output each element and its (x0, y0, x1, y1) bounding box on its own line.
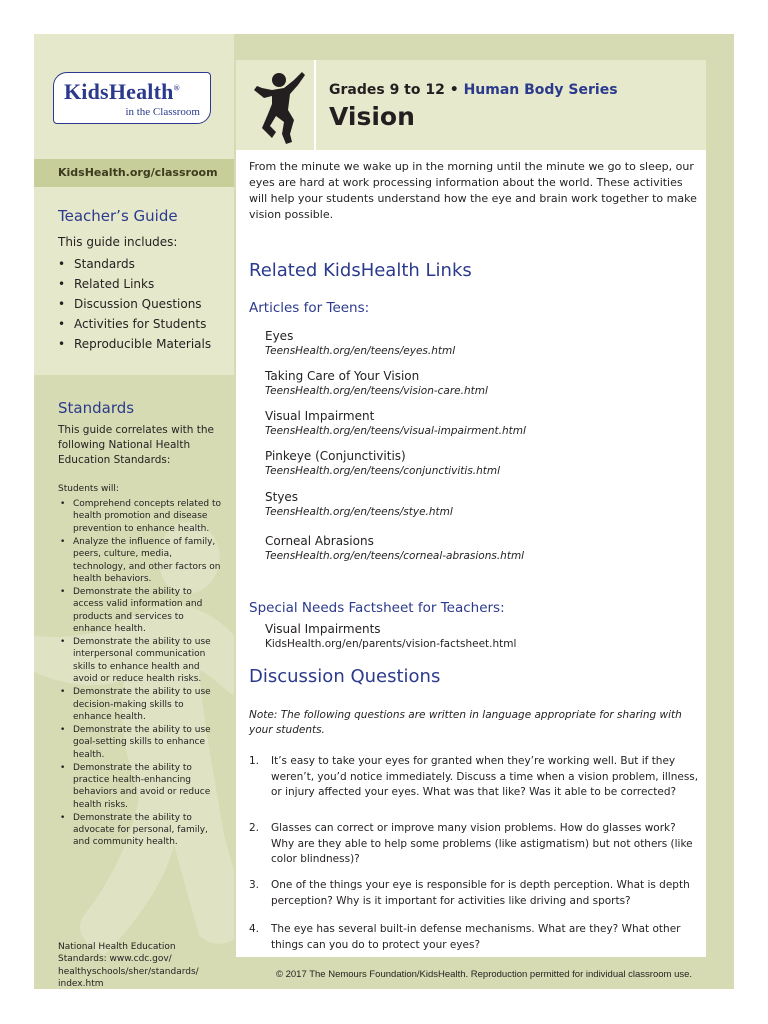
students-will-label: Students will: (58, 484, 119, 494)
article-title[interactable]: Corneal Abrasions (265, 534, 374, 548)
site-url-band (34, 159, 234, 187)
page (34, 34, 734, 989)
article-title[interactable]: Pinkeye (Conjunctivitis) (265, 449, 406, 463)
standards-box (34, 375, 234, 989)
article-url[interactable]: TeensHealth.org/en/teens/corneal-abrasions.html (265, 550, 525, 562)
article-title[interactable]: Styes (265, 490, 299, 504)
special-needs-link[interactable] (265, 621, 516, 652)
list-item: • Comprehend concepts related to health promotion and disease prevention to enhance health. (58, 498, 223, 535)
list-item: • Discussion Questions (58, 294, 211, 314)
list-item: • Demonstrate the ability to access valid information and products and services to enhance health. (58, 586, 223, 636)
intro-paragraph: From the minute we wake up in the morning until the minute we go to sleep, our eyes are hard at work processing information about the world. These activities will help your students understand how the eye and brain work together to make vision possible. (249, 160, 697, 221)
separator-bullet: • (444, 82, 464, 98)
list-item: • Standards (58, 254, 211, 274)
grade-series-line (329, 82, 618, 98)
teachers-guide-title: Teacher’s Guide (58, 207, 178, 225)
header (236, 60, 706, 150)
teachers-guide-intro: This guide includes: (58, 235, 178, 249)
article-title[interactable]: Taking Care of Your Vision (265, 369, 420, 383)
article-title[interactable]: Eyes (265, 329, 294, 343)
article-url[interactable]: TeensHealth.org/en/teens/conjunctivitis.html (265, 465, 501, 477)
list-item: • Demonstrate the ability to advocate for personal, family, and community health. (58, 812, 223, 849)
article-link-pinkeye[interactable] (265, 448, 500, 478)
article-link-styes[interactable] (265, 489, 453, 519)
article-link-corneal-abrasions[interactable] (265, 533, 524, 563)
question-text: The eye has several built-in defense mechanisms. What are they? What other things can you do to protect your eyes? (271, 923, 681, 951)
article-url[interactable]: TeensHealth.org/en/teens/visual-impairment.html (265, 425, 526, 437)
list-item: • Reproducible Materials (58, 334, 211, 354)
discussion-note: Note: The following questions are written in language appropriate for sharing with your students. (249, 709, 682, 736)
article-title[interactable]: Visual Impairment (265, 409, 375, 423)
article-url[interactable]: TeensHealth.org/en/teens/vision-care.html (265, 385, 488, 397)
question-text: It’s easy to take your eyes for granted when they’re working well. But if they weren’t, you’d notice immediately. Discuss a time when a vision problem, illness, or injury affected your eyes. What was that like? Was it able to be corrected? (271, 755, 699, 798)
logo-wordmark: KidsHealth® (64, 79, 180, 104)
special-needs-heading: Special Needs Factsheet for Teachers: (249, 600, 505, 616)
logo-area (34, 34, 234, 159)
standards-list (58, 498, 223, 849)
teachers-guide-list (58, 254, 211, 354)
question-text: Glasses can correct or improve many vision problems. How do glasses work? Why are they able to help some problems (like astigmatism) but not others (like color blindness)? (271, 822, 693, 865)
sidebar (34, 34, 234, 989)
series-name: Human Body Series (463, 82, 618, 98)
teachers-guide-box (34, 187, 234, 375)
special-needs-url[interactable]: KidsHealth.org/en/parents/vision-factsheet.html (265, 638, 517, 650)
list-item: • Demonstrate the ability to use goal-setting skills to enhance health. (58, 724, 223, 761)
logo-tagline: in the Classroom (125, 106, 200, 118)
question-number: 2. (249, 822, 260, 834)
article-link-eyes[interactable] (265, 328, 455, 358)
articles-teens-heading: Articles for Teens: (249, 300, 370, 316)
copyright-footer: © 2017 The Nemours Foundation/KidsHealth. Reproduction permitted for individual classroom use. (275, 969, 693, 980)
article-link-vision-care[interactable] (265, 368, 488, 398)
list-item: • Related Links (58, 274, 211, 294)
question-number: 3. (249, 879, 260, 891)
kidshealth-logo (53, 72, 211, 124)
article-url[interactable]: TeensHealth.org/en/teens/eyes.html (265, 345, 456, 357)
standards-intro: This guide correlates with the following National Health Education Standards: (58, 424, 214, 466)
discussion-title: Discussion Questions (249, 666, 441, 687)
list-item: • Activities for Students (58, 314, 211, 334)
article-url[interactable]: TeensHealth.org/en/teens/stye.html (265, 506, 453, 518)
question-number: 1. (249, 755, 260, 767)
standards-title: Standards (58, 399, 135, 417)
related-links-title: Related KidsHealth Links (249, 260, 472, 281)
standards-source[interactable]: National Health Education Standards: www.cdc.gov/ healthyschools/sher/standards/ index.htm (58, 942, 199, 989)
special-needs-title[interactable]: Visual Impairments (265, 622, 381, 636)
jumping-person-icon (246, 68, 314, 148)
page-title: Vision (329, 102, 415, 131)
list-item: • Demonstrate the ability to use interpersonal communication skills to enhance health and avoid or reduce health risks. (58, 636, 223, 686)
site-url[interactable]: KidsHealth.org/classroom (58, 166, 218, 179)
main-panel (234, 58, 708, 959)
list-item: • Analyze the influence of family, peers, culture, media, technology, and other factors on health behaviors. (58, 536, 223, 586)
article-link-visual-impairment[interactable] (265, 408, 526, 438)
question-text: One of the things your eye is responsible for is depth perception. What is depth perception? Why is it important for activities like driving and sports? (271, 879, 690, 907)
grade-level: Grades 9 to 12 (329, 82, 445, 98)
question-number: 4. (249, 923, 260, 935)
list-item: • Demonstrate the ability to use decision-making skills to enhance health. (58, 686, 223, 723)
list-item: • Demonstrate the ability to practice health-enhancing behaviors and avoid or reduce health risks. (58, 762, 223, 812)
